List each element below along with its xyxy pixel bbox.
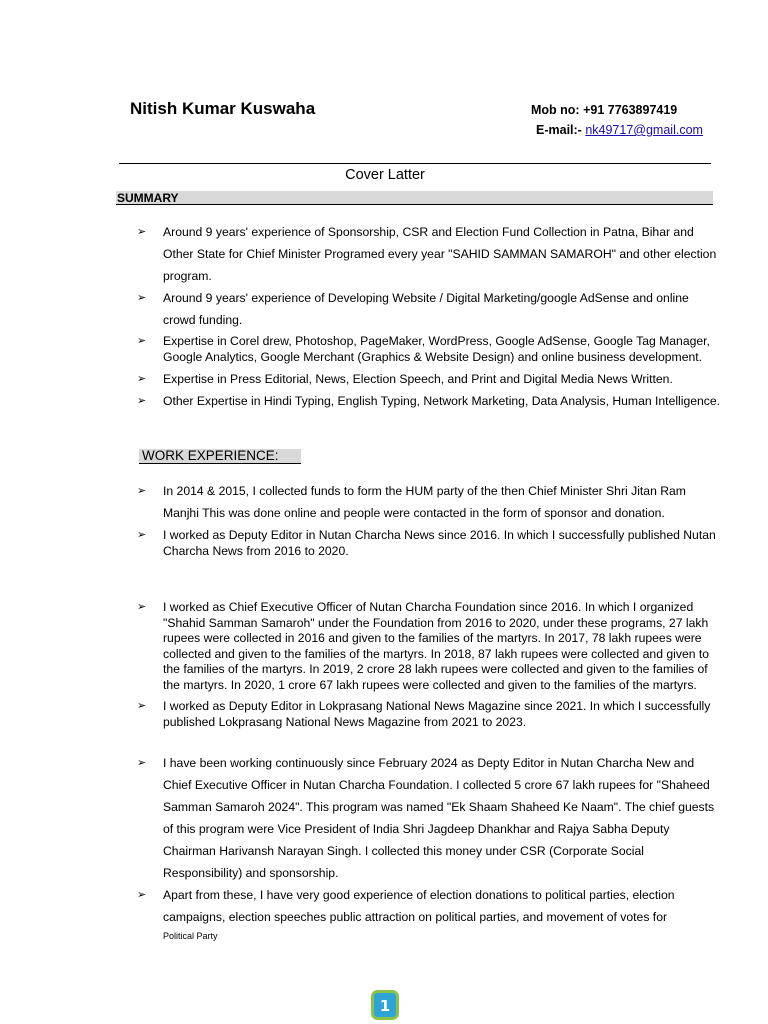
list-item: ➢ Expertise in Press Editorial, News, Election Speech, and Print and Digital Media News Written. [137, 372, 673, 386]
list-item: ➢ Other Expertise in Hindi Typing, English Typing, Network Marketing, Data Analysis, Human Intelligence. [137, 393, 721, 408]
list-item: ➢ Around 9 years' experience of Developing Website / Digital Marketing/google AdSense and online crowd funding. [137, 291, 689, 327]
mobile-number: Mob no: +91 7763897419 [531, 103, 678, 117]
list-item: ➢ I worked as Deputy Editor in Nutan Charcha News since 2016. In which I successfully published Nutan Charcha News from 2016 to 2020. [137, 528, 716, 558]
email-label: E-mail:- [536, 123, 582, 137]
list-item: ➢ Apart from these, I have very good experience of election donations to political parties, election campaigns, election speeches public attraction on political parties, and movement of votes for [137, 888, 675, 924]
list-item: ➢ Expertise in Corel drew, Photoshop, PageMaker, WordPress, Google AdSense, Google Tag Manager, Google Analytics, Google Merchant (Graphics & Website Design) and online business development. [137, 334, 710, 364]
document-title: Cover Latter [345, 167, 425, 183]
page-number: 1 [379, 997, 391, 1015]
header-divider [119, 163, 711, 164]
work-list-c [137, 752, 723, 928]
work-list-b [137, 600, 723, 730]
summary-heading: SUMMARY [116, 191, 713, 205]
email-link[interactable]: nk49717@gmail.com [585, 123, 703, 137]
candidate-name: Nitish Kumar Kuswaha [130, 99, 316, 118]
work-list-a [137, 480, 723, 559]
email-line [536, 123, 703, 137]
footer-note: Political Party [163, 931, 218, 941]
summary-list [137, 221, 723, 409]
work-experience-heading: WORK EXPERIENCE: [139, 449, 301, 464]
list-item: ➢ Around 9 years' experience of Sponsorship, CSR and Election Fund Collection in Patna, Bihar and Other State for Chief Minister Programed every year "SAHID SAMMAN SAMAROH" and other election program. [137, 225, 717, 283]
page-number-badge [371, 990, 399, 1020]
list-item: ➢ I worked as Deputy Editor in Lokprasang National News Magazine since 2021. In which I successfully published Lokprasang National News Magazine from 2021 to 2023. [137, 699, 711, 729]
list-item: ➢ I have been working continuously since February 2024 as Depty Editor in Nutan Charcha New and Chief Executive Officer in Nutan Charcha Foundation. I collected 5 crore 67 lakh rupees for "Shaheed Samman Samaroh 2024". This program was named "Ek Shaam Shaheed Ke Naam". The chief guests of this program were Vice President of India Shri Jagdeep Dhankhar and Rajya Sabha Deputy Chairman Harivansh Narayan Singh. I collected this money under CSR (Corporate Social Responsibility) and sponsorship. [137, 756, 715, 880]
list-item: ➢ I worked as Chief Executive Officer of Nutan Charcha Foundation since 2016. In which I organized "Shahid Samman Samaroh" under the Foundation from 2016 to 2020, under these programs, 27 lakh rupees were collected in 2016 and given to the families of the martyrs. In 2017, 78 lakh rupees were collected and given to the families of the martyrs. In 2018, 87 lakh rupees were collected and given to the families of the martyrs. In 2019, 2 crore 28 lakh rupees were collected and given to the families of the martyrs. In 2020, 1 crore 67 lakh rupees were collected and given to the families of the martyrs. [137, 600, 710, 692]
list-item: ➢ In 2014 & 2015, I collected funds to form the HUM party of the then Chief Minister Shri Jitan Ram Manjhi This was done online and people were contacted in the form of sponsor and donation. [137, 484, 686, 520]
